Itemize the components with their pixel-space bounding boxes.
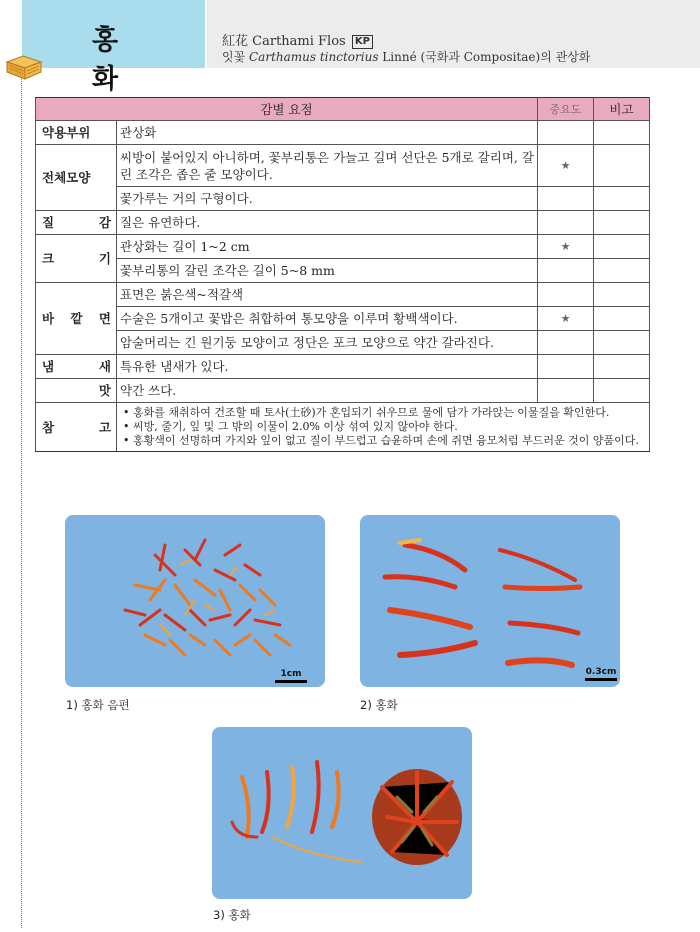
latin-name-line (222, 30, 373, 49)
source-prefix: 잇꽃 (222, 50, 249, 64)
reference-item: • 씨방, 줄기, 잎 및 그 밖의 이물이 2.0% 이상 섞여 있지 않아야 한다. (123, 420, 458, 433)
importance-star: ★ (538, 145, 594, 187)
table-row (36, 355, 650, 379)
photo-safflower-heads (212, 727, 472, 899)
table-row (36, 403, 650, 452)
table-row (36, 259, 650, 283)
category-part: 약용부위 (36, 121, 117, 145)
col-header-note: 비고 (594, 98, 650, 121)
photo-safflower-florets (360, 515, 620, 687)
hanja-name: 紅花 (222, 34, 249, 49)
cell-text: 질은 유연하다. (117, 211, 538, 235)
kp-badge: KP (352, 35, 373, 49)
category-texture: 질 감 (36, 211, 117, 235)
figure-caption-1: 1) 홍화 음편 (66, 698, 130, 712)
category-shape: 전체모양 (36, 145, 117, 211)
cell-text: 약간 쓰다. (117, 379, 538, 403)
reference-item: • 홍화를 채취하여 건조할 때 토사(土砂)가 혼입되기 쉬우므로 물에 담가 가라앉는 이물질을 확인한다. (123, 406, 610, 419)
table-header-row (36, 98, 650, 121)
safflower-heads-image (212, 727, 472, 899)
cell-text: 꽃가루는 거의 구형이다. (117, 187, 538, 211)
cell-text: 특유한 냄새가 있다. (117, 355, 538, 379)
title-banner (22, 0, 205, 95)
herb-bundle-icon (3, 52, 45, 82)
category-size: 크 기 (36, 235, 117, 283)
importance-star: ★ (538, 235, 594, 259)
table-row (36, 211, 650, 235)
col-header-main: 감별 요점 (36, 98, 538, 121)
table-row (36, 145, 650, 187)
table-row (36, 379, 650, 403)
reference-item: • 홍황색이 선명하며 가지와 잎이 없고 질이 부드럽고 습윤하며 손에 쥐면 융모처럼 부드러운 것이 양품이다. (123, 434, 639, 447)
species-name: Carthamus tinctorius (249, 50, 379, 64)
cell-text: 암술머리는 긴 원기둥 모양이고 정단은 포크 모양으로 약간 갈라진다. (117, 331, 538, 355)
cell-text: 씨방이 붙어있지 아니하며, 꽃부리통은 가늘고 길며 선단은 5개로 갈리며, 갈린 조각은 좁은 줄 모양이다. (117, 145, 538, 187)
category-reference: 참 고 (36, 403, 117, 452)
table-row (36, 121, 650, 145)
species-author: Linné (국화과 Compositae)의 관상화 (378, 50, 591, 64)
figure-caption-3: 3) 홍화 (213, 908, 251, 922)
importance-star: ★ (538, 307, 594, 331)
table-row (36, 235, 650, 259)
table-row (36, 187, 650, 211)
category-taste: 맛 (36, 379, 117, 403)
cell-text: 수술은 5개이고 꽃밥은 취합하여 통모양을 이루며 황백색이다. (117, 307, 538, 331)
table-row (36, 307, 650, 331)
cell-text: 관상화 (117, 121, 538, 145)
reference-list (120, 403, 646, 451)
scale-bar: 0.3cm (585, 667, 617, 681)
cell-text: 관상화는 길이 1~2 cm (117, 235, 538, 259)
source-line (222, 48, 590, 65)
page-title: 홍 화 (92, 25, 147, 95)
safflower-pieces-image (65, 515, 325, 687)
figure-caption-2: 2) 홍화 (360, 698, 398, 712)
photo-sliced-safflower (65, 515, 325, 687)
scale-bar: 1cm (275, 669, 307, 683)
latin-name: Carthami Flos (252, 34, 346, 49)
cell-text: 꽃부리통의 갈린 조각은 길이 5~8 mm (117, 259, 538, 283)
table-row (36, 331, 650, 355)
col-header-importance: 중요도 (538, 98, 594, 121)
cell-text: 표면은 붉은색~적갈색 (117, 283, 538, 307)
category-smell: 냄 새 (36, 355, 117, 379)
safflower-florets-image (360, 515, 620, 687)
table-row (36, 283, 650, 307)
identification-table (35, 97, 650, 452)
margin-guide (21, 68, 22, 928)
category-surface: 바 깥 면 (36, 283, 117, 355)
